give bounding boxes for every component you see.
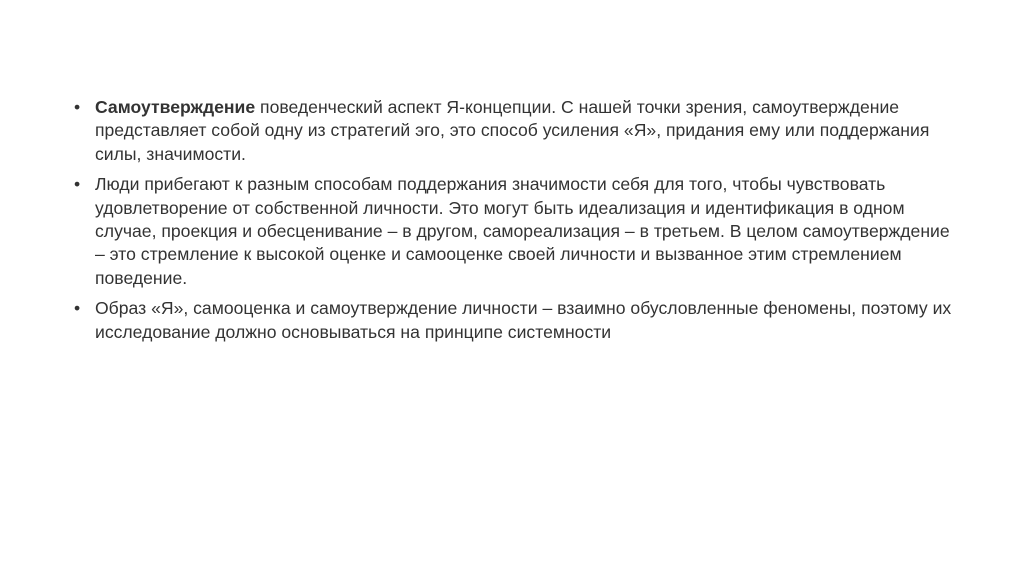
bullet-dot-icon: • (74, 298, 81, 319)
bullet-term: Самоутверждение (95, 97, 256, 117)
bullet-item-self-assertion (74, 96, 954, 166)
bullet-dot-icon: • (74, 174, 81, 195)
bullet-text: поведенческий аспект Я-концепции. С нашей точки зрения, самоутверждение представляет собой одну из стратегий эго, это способ усиления «Я», придания ему или поддержания силы, значимости. (95, 97, 930, 164)
bullet-list (74, 96, 954, 351)
bullet-item-self-image (74, 297, 954, 344)
bullet-text: Образ «Я», самооценка и самоутверждение личности – взаимно обусловленные феномены, поэтому их исследование должно основываться на принципе системности (95, 298, 952, 342)
bullet-dot-icon: • (74, 97, 81, 117)
bullet-text: Люди прибегают к разным способам поддержания значимости себя для того, чтобы чувствовать удовлетворение от собственной личности. Это могут быть идеализация и идентификация в одном случае, проекция и обесценивание – в другом, самореализация – в третьем. В целом самоутверждение – это стремление к высокой оценке и самооценке своей личности и вызванное этим стремлением поведение. (95, 174, 950, 288)
bullet-item-significance (74, 173, 954, 290)
